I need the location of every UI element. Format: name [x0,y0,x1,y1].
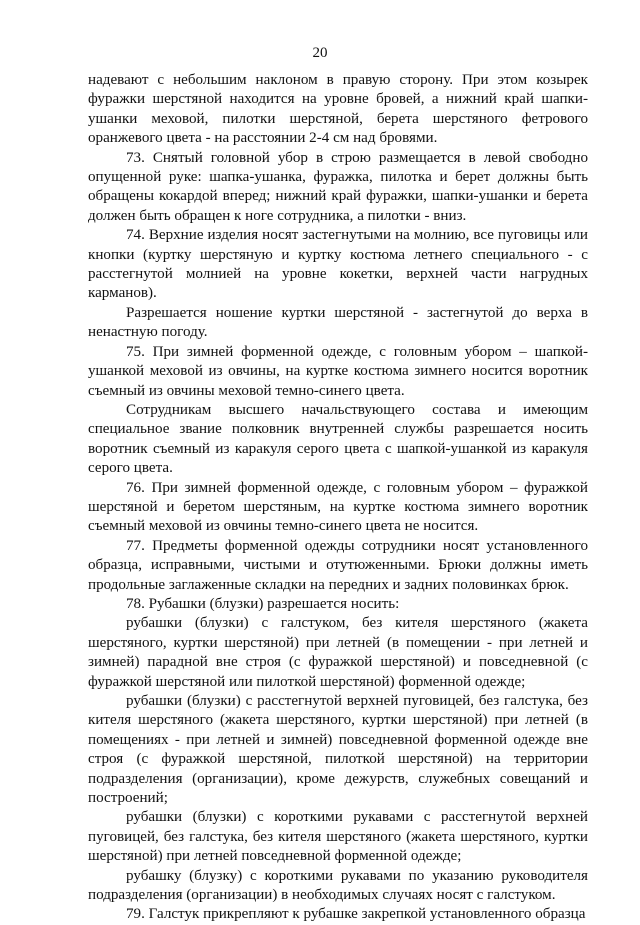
paragraph-78-item-2: рубашки (блузки) с расстегнутой верхней пуговицей, без галстука, без кителя шерстяного (жакета шерстяного, куртки шерстяной) при летней (в помещениях - при летней и зимней) повседневной форменной одежде вне строя (с фуражкой шерстяной, пилоткой шерстяной) на территории подразделения (организации), кроме дежурств, служебных совещаний и построений; [88,693,588,807]
paragraph-continuation: надевают с небольшим наклоном в правую сторону. При этом козырек фуражки шерстяной находится на уровне бровей, а нижний край шапки-ушанки меховой, пилотки шерстяной, берета шерстяного фетрового оранжевого цвета - на расстоянии 2-4 см над бровями. [88,72,588,147]
paragraph-74-note: Разрешается ношение куртки шерстяной - застегнутой до верха в ненастную погоду. [88,304,588,341]
page-number: 20 [312,45,328,61]
paragraph-76: 76. При зимней форменной одежде, с головным убором – фуражкой шерстяной и беретом шерстяным, на куртке костюма зимнего воротник съемный меховой из овчины темно-синего цвета не носится. [88,479,588,535]
paragraph-78-item-1: рубашки (блузки) с галстуком, без кителя шерстяного (жакета шерстяного, куртки шерстяной) при летней (в помещении - при летней и зимней) парадной вне строя (с фуражкой шерстяной) и повседневной (с фуражкой шерстяной или пилоткой шерстяной) форменной одежде; [88,615,588,690]
paragraph-75-note: Сотрудникам высшего начальствующего состава и имеющим специальное звание полковник внутренней службы разрешается носить воротник съемный из каракуля серого цвета с шапкой-ушанкой из каракуля серого цвета. [88,401,588,477]
paragraph-74: 74. Верхние изделия носят застегнутыми на молнию, все пуговицы или кнопки (куртку шерстяную и куртку костюма летнего специального - с расстегнутой молнией на уровне кокетки, верхней части нагрудных карманов). [88,227,588,302]
paragraph-78: 78. Рубашки (блузки) разрешается носить: [126,595,400,612]
paragraph-78-item-4: рубашку (блузку) с короткими рукавами по указанию руководителя подразделения (организации) в необходимых случаях носят с галстуком. [88,867,588,904]
paragraph-75: 75. При зимней форменной одежде, с головным убором – шапкой-ушанкой меховой из овчины, на куртке костюма зимнего носится воротник съемный из овчины меховой темно-синего цвета. [88,343,588,399]
paragraph-77: 77. Предметы форменной одежды сотрудники носят установленного образца, исправными, чистыми и отутюженными. Брюки должны иметь продольные заглаженные складки на передних и задних половинках брюк. [88,537,588,593]
paragraph-79: 79. Галстук прикрепляют к рубашке закрепкой установленного образца [126,906,586,923]
paragraph-73: 73. Снятый головной убор в строю размещается в левой свободно опущенной руке: шапка-ушанка, фуражка, пилотка и берет должны быть обращены кокардой вперед; нижний край фуражки, шапки-ушанки и берета должен быть обращен к ноге сотрудника, а пилотки - вниз. [88,149,588,224]
document-body [88,71,588,925]
paragraph-78-item-3: рубашки (блузки) с короткими рукавами с расстегнутой верхней пуговицей, без галстука, без кителя шерстяного (жакета шерстяного, куртки шерстяной) при летней повседневной форменной одежде; [88,809,588,865]
